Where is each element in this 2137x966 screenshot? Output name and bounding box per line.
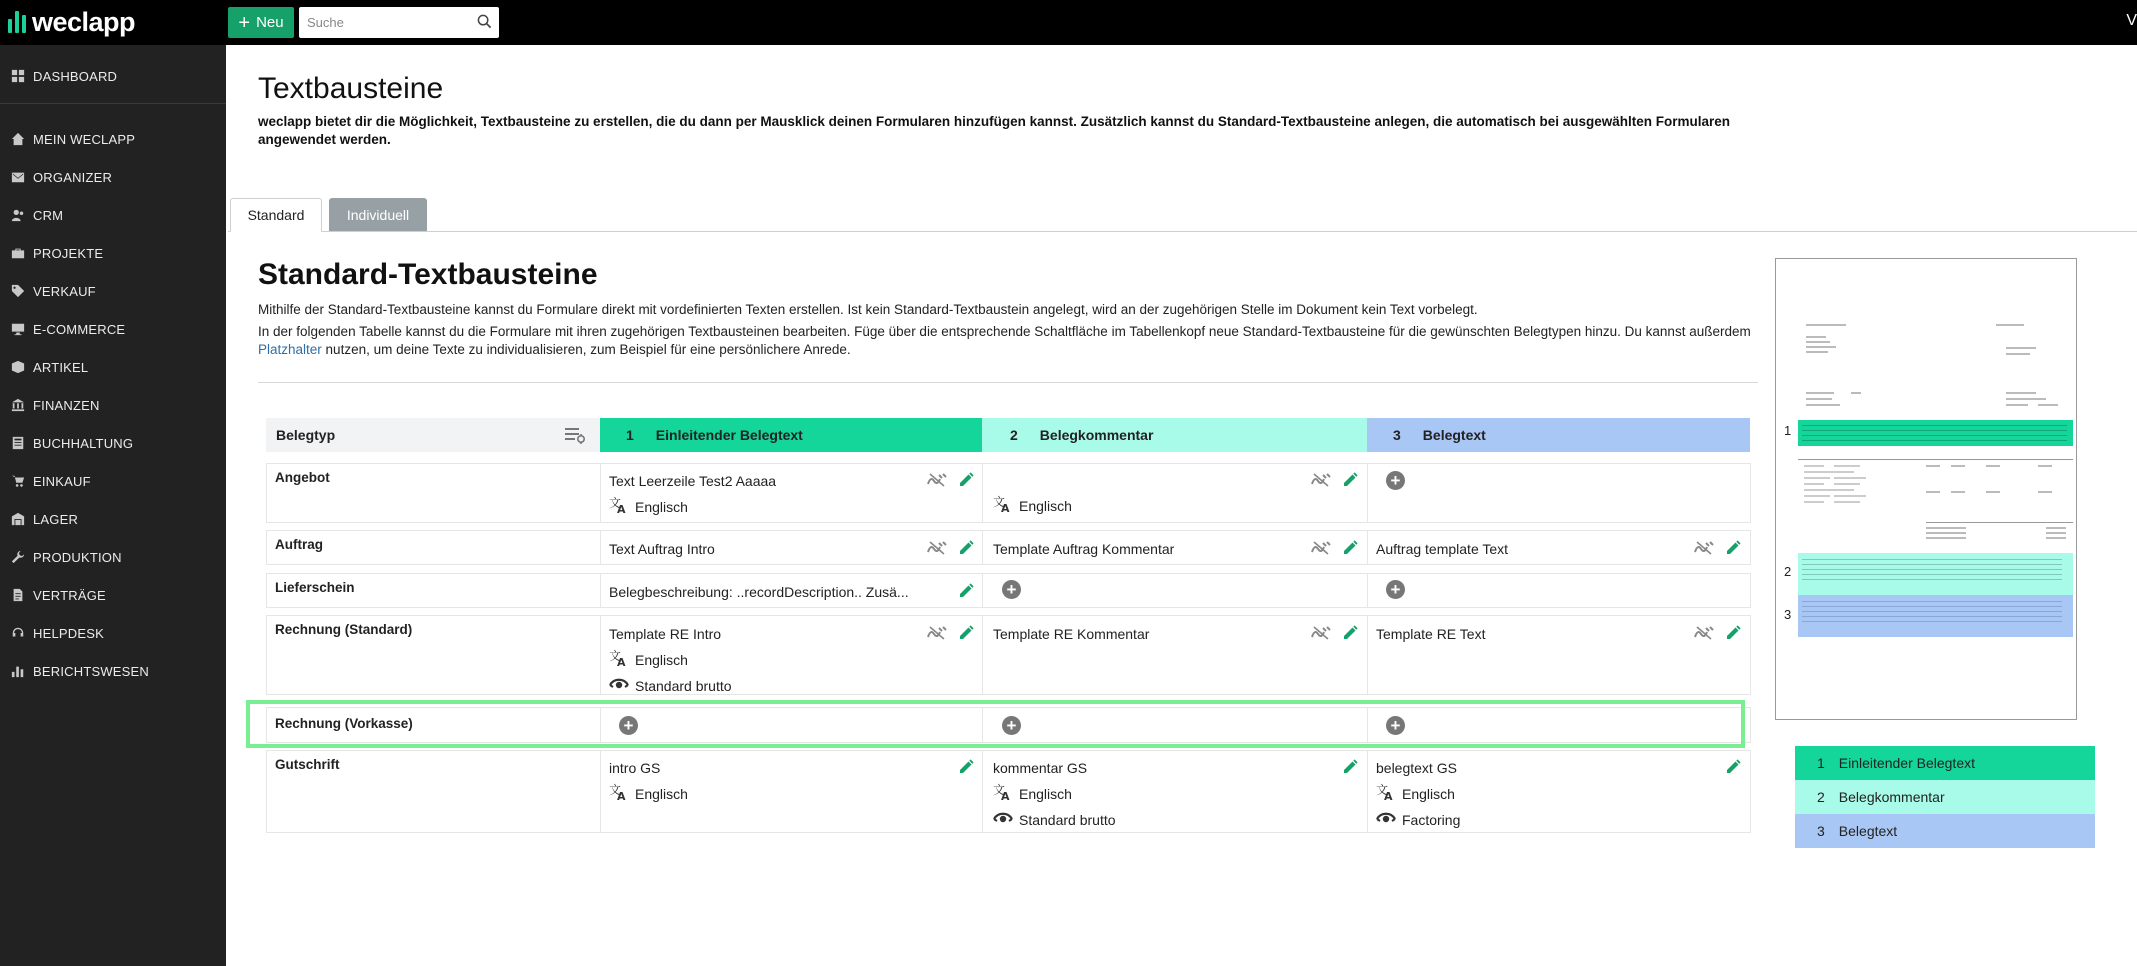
language-label: Englisch bbox=[1402, 785, 1455, 802]
gutschrift-kommentar-text[interactable]: kommentar GS bbox=[993, 760, 1088, 776]
headset-icon bbox=[10, 625, 26, 641]
gutschrift-kommentar-language bbox=[993, 783, 1072, 804]
page-title: Textbausteine bbox=[258, 72, 444, 105]
preview-line bbox=[2046, 532, 2066, 534]
warehouse-icon bbox=[10, 511, 26, 527]
preview-line bbox=[1802, 430, 2067, 431]
preview-line bbox=[2046, 527, 2066, 529]
svg-text:文: 文 bbox=[993, 495, 1006, 509]
sidebar-item-label: LAGER bbox=[33, 511, 79, 527]
visibility-label: Factoring bbox=[1402, 811, 1461, 828]
preview-line bbox=[1834, 501, 1860, 503]
translate-icon bbox=[609, 783, 629, 804]
preview-line bbox=[2006, 347, 2036, 349]
preview-line bbox=[1802, 611, 2062, 612]
language-label: Englisch bbox=[1019, 785, 1072, 802]
sidebar-item-label: MEIN WECLAPP bbox=[33, 131, 136, 147]
legend-num: 2 bbox=[1817, 789, 1825, 805]
edit-pencil-icon[interactable] bbox=[1342, 625, 1358, 641]
svg-text:A: A bbox=[1384, 790, 1393, 801]
row-label-gutschrift: Gutschrift bbox=[275, 757, 340, 772]
edit-pencil-icon[interactable] bbox=[1342, 759, 1358, 775]
preview-line bbox=[1926, 491, 1940, 493]
preview-line bbox=[1926, 465, 1940, 467]
preview-line bbox=[1926, 527, 1966, 529]
sidebar-item-label: BUCHHALTUNG bbox=[33, 435, 134, 451]
preview-line bbox=[1802, 569, 2062, 570]
legend-item-1 bbox=[1795, 746, 2095, 780]
legend-label: Belegtext bbox=[1838, 823, 1898, 839]
bar-chart-icon bbox=[10, 663, 26, 679]
preview-marker-2: 2 bbox=[1784, 564, 1792, 579]
gutschrift-belegtext-visibility bbox=[1376, 809, 1460, 830]
svg-text:A: A bbox=[1001, 502, 1010, 513]
sidebar-item-einkauf[interactable] bbox=[0, 462, 226, 500]
edit-pencil-icon[interactable] bbox=[1725, 540, 1741, 556]
preview-line bbox=[1802, 579, 2062, 580]
preview-line bbox=[1804, 483, 1824, 485]
logo-text: weclapp bbox=[32, 6, 136, 37]
visibility-label: Standard brutto bbox=[1019, 811, 1116, 828]
sidebar-item-verkauf[interactable] bbox=[0, 272, 226, 310]
sidebar-item-crm[interactable] bbox=[0, 196, 226, 234]
header-col1-label: Einleitender Belegtext bbox=[655, 427, 803, 443]
unlink-icon[interactable] bbox=[926, 472, 948, 488]
preview-line bbox=[1802, 606, 2062, 607]
section-divider bbox=[258, 382, 1758, 383]
section-intro: Mithilfe der Standard-Textbausteine kannst du Formulare direkt mit vordefinierten Texten erstellen. Ist kein Standard-Textbaustein angelegt, wird an der zugehörigen Stelle im Dokument kein Text vorbelegt. bbox=[258, 302, 1478, 317]
auftrag-intro-text[interactable]: Text Auftrag Intro bbox=[609, 541, 715, 557]
bank-icon bbox=[10, 397, 26, 413]
preview-line bbox=[1802, 564, 2062, 565]
instructions-text: In der folgenden Tabelle kannst du die Formulare mit ihren zugehörigen Textbausteinen bearbeiten. Füge über die entsprechende Schaltfläche im Tabellenkopf neue Standard-Textbausteine für die gewünschten Belegtypen hinzu. Du kannst außerdem bbox=[258, 324, 1751, 339]
cart-icon bbox=[10, 473, 26, 489]
gutschrift-intro-text[interactable]: intro GS bbox=[609, 760, 661, 776]
preview-line bbox=[1834, 471, 1854, 473]
preview-line bbox=[2006, 404, 2028, 406]
sidebar-item-verträge[interactable] bbox=[0, 576, 226, 614]
preview-line bbox=[2038, 404, 2058, 406]
sidebar-item-label: ARTIKEL bbox=[33, 359, 89, 375]
instructions-text-end: nutzen, um deine Texte zu individualisieren, zum Beispiel für eine persönlichere Anrede. bbox=[321, 342, 851, 357]
row-highlight-vorkasse bbox=[246, 700, 1745, 748]
preview-line bbox=[1804, 501, 1824, 503]
language-label: Englisch bbox=[1019, 497, 1072, 514]
visibility-label: Standard brutto bbox=[635, 677, 732, 694]
tabs-divider bbox=[228, 231, 2137, 232]
edit-pencil-icon[interactable] bbox=[958, 583, 974, 599]
unlink-icon[interactable] bbox=[1310, 540, 1332, 556]
edit-pencil-icon[interactable] bbox=[1725, 625, 1741, 641]
edit-pencil-icon[interactable] bbox=[1725, 759, 1741, 775]
svg-text:A: A bbox=[617, 656, 626, 667]
sidebar-item-label: EINKAUF bbox=[33, 473, 91, 489]
sidebar-item-mein-weclapp[interactable] bbox=[0, 120, 226, 158]
table-cell bbox=[982, 573, 1368, 608]
preview-line bbox=[1804, 471, 1836, 473]
weclapp-logo[interactable] bbox=[8, 6, 135, 38]
sidebar-item-lager[interactable] bbox=[0, 500, 226, 538]
preview-line bbox=[2006, 398, 2046, 400]
box-icon bbox=[10, 359, 26, 375]
sidebar-item-label: PRODUKTION bbox=[33, 549, 122, 565]
preview-marker-3: 3 bbox=[1784, 607, 1792, 622]
sidebar-item-produktion[interactable] bbox=[0, 538, 226, 576]
sidebar-item-e-commerce[interactable] bbox=[0, 310, 226, 348]
header-col-einleitend[interactable] bbox=[600, 418, 982, 452]
preview-line bbox=[1806, 398, 1832, 400]
sidebar-item-dashboard[interactable] bbox=[0, 57, 226, 95]
dashboard-icon bbox=[10, 68, 26, 84]
preview-line bbox=[1951, 465, 1965, 467]
preview-marker-1: 1 bbox=[1784, 423, 1792, 438]
add-textblock-button[interactable]: + bbox=[1386, 580, 1405, 599]
preview-line bbox=[1804, 495, 1830, 497]
column-settings-icon[interactable] bbox=[564, 426, 586, 447]
translate-icon bbox=[609, 496, 629, 517]
legend-item-3 bbox=[1795, 814, 2095, 848]
sidebar-item-projekte[interactable] bbox=[0, 234, 226, 272]
preview-line bbox=[1834, 489, 1854, 491]
table-cell bbox=[1367, 463, 1751, 523]
sidebar-item-finanzen[interactable] bbox=[0, 386, 226, 424]
preview-line bbox=[1834, 483, 1860, 485]
legend-item-2 bbox=[1795, 780, 2095, 814]
edit-pencil-icon[interactable] bbox=[958, 472, 974, 488]
preview-band-intro bbox=[1798, 420, 2073, 446]
row-label-rechnung: Rechnung (Standard) bbox=[275, 622, 413, 637]
sidebar-item-label: CRM bbox=[33, 207, 64, 223]
search-input[interactable] bbox=[299, 7, 469, 38]
user-menu[interactable]: V bbox=[2126, 12, 2137, 29]
preview-line bbox=[1986, 491, 2000, 493]
sidebar-item-organizer[interactable] bbox=[0, 158, 226, 196]
svg-text:文: 文 bbox=[609, 649, 622, 663]
row-label-auftrag: Auftrag bbox=[275, 537, 323, 552]
auftrag-kommentar-text[interactable]: Template Auftrag Kommentar bbox=[993, 541, 1175, 557]
preview-line bbox=[1806, 404, 1840, 406]
rechnung-belegtext-text[interactable]: Template RE Text bbox=[1376, 626, 1486, 642]
gutschrift-intro-language bbox=[609, 783, 688, 804]
preview-line bbox=[2006, 392, 2036, 394]
svg-text:文: 文 bbox=[993, 783, 1006, 797]
svg-text:文: 文 bbox=[609, 783, 622, 797]
sidebar-item-label: PROJEKTE bbox=[33, 245, 104, 261]
preview-line bbox=[1802, 425, 2067, 426]
preview-line bbox=[1834, 477, 1866, 479]
lieferschein-intro-text[interactable]: Belegbeschreibung: ..recordDescription.. Zusä... bbox=[609, 584, 909, 600]
translate-icon bbox=[993, 495, 1013, 516]
sidebar-item-berichtswesen[interactable] bbox=[0, 652, 226, 690]
tab-individuell[interactable]: Individuell bbox=[329, 198, 427, 232]
legend-label: Einleitender Belegtext bbox=[1838, 755, 1975, 771]
preview-line bbox=[1802, 559, 2062, 560]
language-label: Englisch bbox=[635, 785, 688, 802]
gutschrift-kommentar-visibility bbox=[993, 809, 1116, 830]
preview-line bbox=[1996, 324, 2024, 326]
legend-label: Belegkommentar bbox=[1838, 789, 1945, 805]
sidebar-item-label: DASHBOARD bbox=[33, 68, 118, 84]
eye-icon bbox=[1376, 809, 1396, 830]
header-col3-num: 3 bbox=[1393, 427, 1401, 443]
preview-line bbox=[1951, 491, 1965, 493]
legend-num: 3 bbox=[1817, 823, 1825, 839]
sidebar-item-label: E-COMMERCE bbox=[33, 321, 126, 337]
angebot-kommentar-language bbox=[993, 495, 1072, 516]
sidebar-item-label: FINANZEN bbox=[33, 397, 100, 413]
wrench-icon bbox=[10, 549, 26, 565]
preview-line bbox=[1806, 392, 1834, 394]
header-col1-num: 1 bbox=[626, 427, 634, 443]
preview-line bbox=[1834, 465, 1860, 467]
section-instructions bbox=[258, 323, 1758, 359]
header-col-belegkommentar[interactable] bbox=[982, 418, 1367, 452]
new-button[interactable] bbox=[228, 7, 294, 38]
gutschrift-belegtext-language bbox=[1376, 783, 1455, 804]
preview-line bbox=[1806, 346, 1836, 348]
preview-line bbox=[1834, 495, 1866, 497]
sidebar-item-helpdesk[interactable] bbox=[0, 614, 226, 652]
svg-text:文: 文 bbox=[609, 496, 622, 510]
search-icon[interactable] bbox=[477, 14, 492, 34]
placeholder-link[interactable]: Platzhalter bbox=[258, 342, 322, 357]
svg-text:文: 文 bbox=[1376, 783, 1389, 797]
tag-icon bbox=[10, 283, 26, 299]
language-label: Englisch bbox=[635, 651, 688, 668]
translate-icon bbox=[609, 649, 629, 670]
plus-icon: + bbox=[238, 11, 251, 34]
page-description: weclapp bietet dir die Möglichkeit, Textbausteine zu erstellen, die du dann per Mausklick deinen Formularen hinzufügen kannst. Zusätzlich kannst du Standard-Textbausteine anlegen, die automatisch bei ausgewählten Formularen angewendet werden. bbox=[258, 114, 1731, 147]
add-textblock-button[interactable]: + bbox=[1386, 471, 1405, 490]
contacts-icon bbox=[10, 207, 26, 223]
rechnung-kommentar-text[interactable]: Template RE Kommentar bbox=[993, 626, 1150, 642]
preview-line bbox=[1806, 324, 1846, 326]
top-bar bbox=[0, 0, 2137, 45]
search-box bbox=[299, 7, 499, 38]
preview-line bbox=[2006, 353, 2030, 355]
sidebar-item-label: VERTRÄGE bbox=[33, 587, 106, 603]
preview-line bbox=[1806, 351, 1828, 353]
add-textblock-button[interactable]: + bbox=[1002, 716, 1021, 735]
sidebar-divider bbox=[0, 103, 226, 104]
header-belegtyp-label: Belegtyp bbox=[276, 427, 336, 443]
preview-line bbox=[2046, 537, 2066, 539]
preview-line bbox=[1802, 616, 2062, 617]
unlink-icon[interactable] bbox=[1310, 472, 1332, 488]
row-label-angebot: Angebot bbox=[275, 470, 330, 485]
preview-line bbox=[1806, 336, 1826, 338]
preview-line bbox=[1926, 532, 1966, 534]
monitor-icon bbox=[10, 321, 26, 337]
edit-pencil-icon[interactable] bbox=[958, 759, 974, 775]
preview-line bbox=[1926, 522, 2073, 523]
svg-text:A: A bbox=[617, 503, 626, 514]
document-preview bbox=[1775, 258, 2077, 720]
preview-line bbox=[1804, 477, 1830, 479]
svg-text:A: A bbox=[1001, 790, 1010, 801]
eye-icon bbox=[993, 809, 1013, 830]
header-col-belegtext[interactable] bbox=[1367, 418, 1750, 452]
gutschrift-belegtext-text[interactable]: belegtext GS bbox=[1376, 760, 1457, 776]
preview-line bbox=[1802, 621, 2062, 622]
header-col2-num: 2 bbox=[1010, 427, 1018, 443]
unlink-icon[interactable] bbox=[1310, 625, 1332, 641]
translate-icon bbox=[1376, 783, 1396, 804]
angebot-intro-text[interactable]: Text Leerzeile Test2 Aaaaa bbox=[609, 473, 777, 489]
preview-line bbox=[1802, 574, 2062, 575]
sidebar-item-buchhaltung[interactable] bbox=[0, 424, 226, 462]
inbox-icon bbox=[10, 169, 26, 185]
edit-pencil-icon[interactable] bbox=[1342, 472, 1358, 488]
auftrag-belegtext-text[interactable]: Auftrag template Text bbox=[1376, 541, 1509, 557]
preview-line bbox=[1926, 537, 1966, 539]
logo-mark-icon bbox=[8, 11, 26, 33]
svg-text:A: A bbox=[617, 790, 626, 801]
document-icon bbox=[10, 587, 26, 603]
ledger-icon bbox=[10, 435, 26, 451]
unlink-icon[interactable] bbox=[1693, 540, 1715, 556]
new-button-label: Neu bbox=[256, 14, 284, 31]
briefcase-icon bbox=[10, 245, 26, 261]
preview-line bbox=[1798, 459, 2073, 460]
preview-line bbox=[1806, 341, 1830, 343]
sidebar-item-label: HELPDESK bbox=[33, 625, 104, 641]
preview-line bbox=[1802, 601, 2062, 602]
add-textblock-button[interactable]: + bbox=[619, 716, 638, 735]
preview-line bbox=[1851, 392, 1861, 394]
sidebar-item-label: VERKAUF bbox=[33, 283, 96, 299]
edit-pencil-icon[interactable] bbox=[958, 540, 974, 556]
unlink-icon[interactable] bbox=[926, 625, 948, 641]
unlink-icon[interactable] bbox=[926, 540, 948, 556]
rechnung-intro-text[interactable]: Template RE Intro bbox=[609, 626, 722, 642]
table-cell bbox=[1367, 573, 1751, 608]
edit-pencil-icon[interactable] bbox=[1342, 540, 1358, 556]
rechnung-intro-visibility bbox=[609, 675, 732, 696]
header-col2-label: Belegkommentar bbox=[1039, 427, 1154, 443]
add-textblock-button[interactable]: + bbox=[1386, 716, 1405, 735]
preview-line bbox=[1802, 435, 2067, 436]
translate-icon bbox=[993, 783, 1013, 804]
row-label-vorkasse: Rechnung (Vorkasse) bbox=[275, 716, 413, 731]
preview-line bbox=[2038, 491, 2052, 493]
unlink-icon[interactable] bbox=[1693, 625, 1715, 641]
row-label-lieferschein: Lieferschein bbox=[275, 580, 355, 595]
preview-line bbox=[1802, 440, 2067, 441]
preview-line bbox=[1804, 465, 1824, 467]
legend-num: 1 bbox=[1817, 755, 1825, 771]
rechnung-intro-language bbox=[609, 649, 688, 670]
preview-line bbox=[2038, 465, 2052, 467]
header-belegtyp bbox=[266, 418, 600, 452]
preview-line bbox=[1804, 489, 1836, 491]
edit-pencil-icon[interactable] bbox=[958, 625, 974, 641]
angebot-intro-language bbox=[609, 496, 688, 517]
sidebar-item-label: BERICHTSWESEN bbox=[33, 663, 150, 679]
section-title: Standard-Textbausteine bbox=[258, 258, 598, 291]
header-col3-label: Belegtext bbox=[1422, 427, 1486, 443]
tab-standard[interactable]: Standard bbox=[230, 198, 322, 232]
sidebar-item-label: ORGANIZER bbox=[33, 169, 113, 185]
sidebar-item-artikel[interactable] bbox=[0, 348, 226, 386]
eye-icon bbox=[609, 675, 629, 696]
language-label: Englisch bbox=[635, 498, 688, 515]
add-textblock-button[interactable]: + bbox=[1002, 580, 1021, 599]
home-icon bbox=[10, 131, 26, 147]
preview-line bbox=[1986, 465, 2000, 467]
